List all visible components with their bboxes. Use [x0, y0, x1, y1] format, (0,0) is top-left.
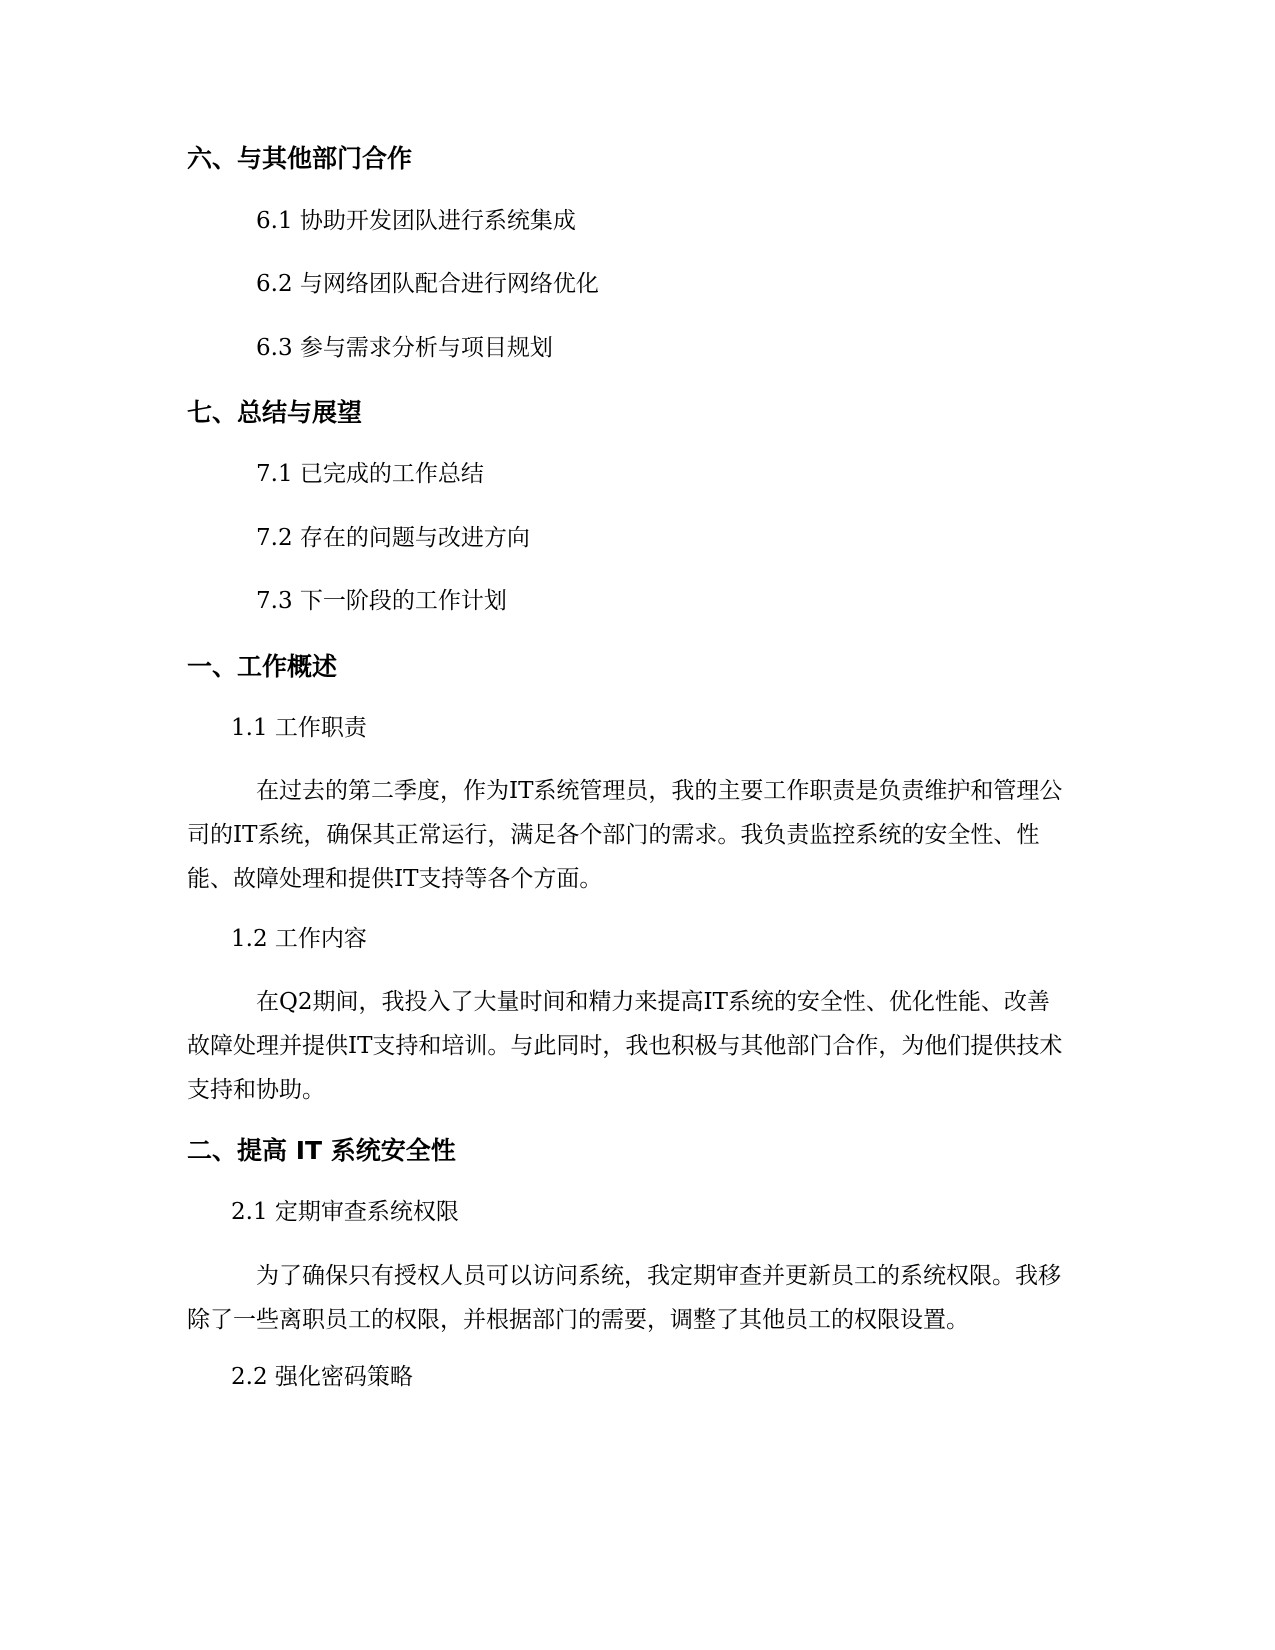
section-2-1-paragraph: 为了确保只有授权人员可以访问系统，我定期审查并更新员工的系统权限。我移除了一些离职员工的权限，并根据部门的需要，调整了其他员工的权限设置。 [187, 1263, 1061, 1333]
section-2-2-heading: 2.2 强化密码策略 [231, 1364, 413, 1390]
section-7-item-1: 7.1 已完成的工作总结 [256, 461, 484, 487]
section-1-1-paragraph: 在过去的第二季度，作为IT系统管理员，我的主要工作职责是负责维护和管理公司的IT系统，确保其正常运行，满足各个部门的需求。我负责监控系统的安全性、性能、故障处理和提供IT支持等各个方面。 [187, 778, 1063, 892]
section-2-heading: 二、提高 IT 系统安全性 [187, 1136, 456, 1165]
section-7-item-2: 7.2 存在的问题与改进方向 [256, 525, 530, 551]
section-6-heading: 六、与其他部门合作 [187, 144, 413, 173]
section-1-2-paragraph: 在Q2期间，我投入了大量时间和精力来提高IT系统的安全性、优化性能、改善故障处理并提供IT支持和培训。与此同时，我也积极与其他部门合作，为他们提供技术支持和协助。 [187, 989, 1063, 1103]
section-2-1-heading: 2.1 定期审查系统权限 [231, 1199, 459, 1225]
section-1-1-heading: 1.1 工作职责 [231, 715, 367, 741]
section-7-item-3: 7.3 下一阶段的工作计划 [256, 588, 507, 614]
section-6-item-3: 6.3 参与需求分析与项目规划 [256, 335, 553, 361]
section-7-heading: 七、总结与展望 [187, 398, 363, 427]
section-1-heading: 一、工作概述 [187, 652, 338, 681]
section-6-item-2: 6.2 与网络团队配合进行网络优化 [256, 271, 599, 297]
section-1-2-heading: 1.2 工作内容 [231, 926, 367, 952]
section-6-item-1: 6.1 协助开发团队进行系统集成 [256, 208, 576, 234]
